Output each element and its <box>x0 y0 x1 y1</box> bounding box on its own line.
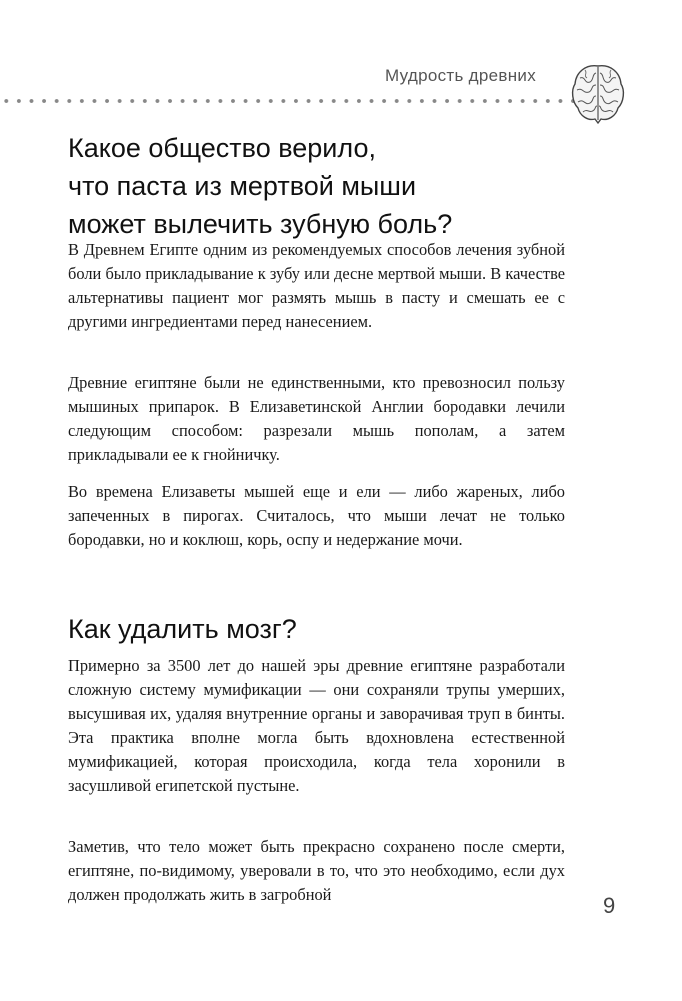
body-paragraph: Заметив, что тело может быть прекрасно сохранено после смерти, египтяне, по-видимому, уверовали в то, что это необходимо, если дух должен продолжать жить в загробной <box>68 837 565 904</box>
body-paragraph: В Древнем Египте одним из рекомендуемых способов лечения зубной боли было прикладывание к зубу или десне мертвой мыши. В качестве альтернативы пациент мог размять мышь в пасту и смешать ее с другими ингредиентами перед нанесением. <box>68 240 565 331</box>
brain-icon <box>568 60 628 126</box>
page-number: 9 <box>603 893 616 918</box>
running-title: Мудрость древних <box>385 66 537 85</box>
heading-line: может вылечить зубную боль? <box>68 209 453 239</box>
section-heading-mouse-paste <box>68 129 508 243</box>
dotted-divider <box>0 98 575 104</box>
section-heading-remove-brain <box>68 610 508 648</box>
body-paragraph: Примерно за 3500 лет до нашей эры древние египтяне разработали сложную систему мумификации — они сохраняли трупы умерших, высушивая их, удаляя внутренние органы и заворачивая труп в бинты. Эта практика вполне могла быть вдохновлена естественной мумификацией, которая происходила, когда тела хоронили в засушливой египетской пустыне. <box>68 656 565 795</box>
heading-line: Какое общество верило, <box>68 133 376 163</box>
heading-line: что паста из мертвой мыши <box>68 171 417 201</box>
heading-line: Как удалить мозг? <box>68 614 297 644</box>
body-paragraph: Древние египтяне были не единственными, кто превозносил пользу мышиных припарок. В Елизаветинской Англии бородавки лечили следующим способом: разрезали мышь пополам, а затем прикладывали ее к гнойничку. <box>68 373 565 464</box>
body-paragraph: Во времена Елизаветы мышей еще и ели — либо жареных, либо запеченных в пирогах. Считалось, что мыши лечат не только бородавки, но и коклюш, корь, оспу и недержание мочи. <box>68 482 565 549</box>
